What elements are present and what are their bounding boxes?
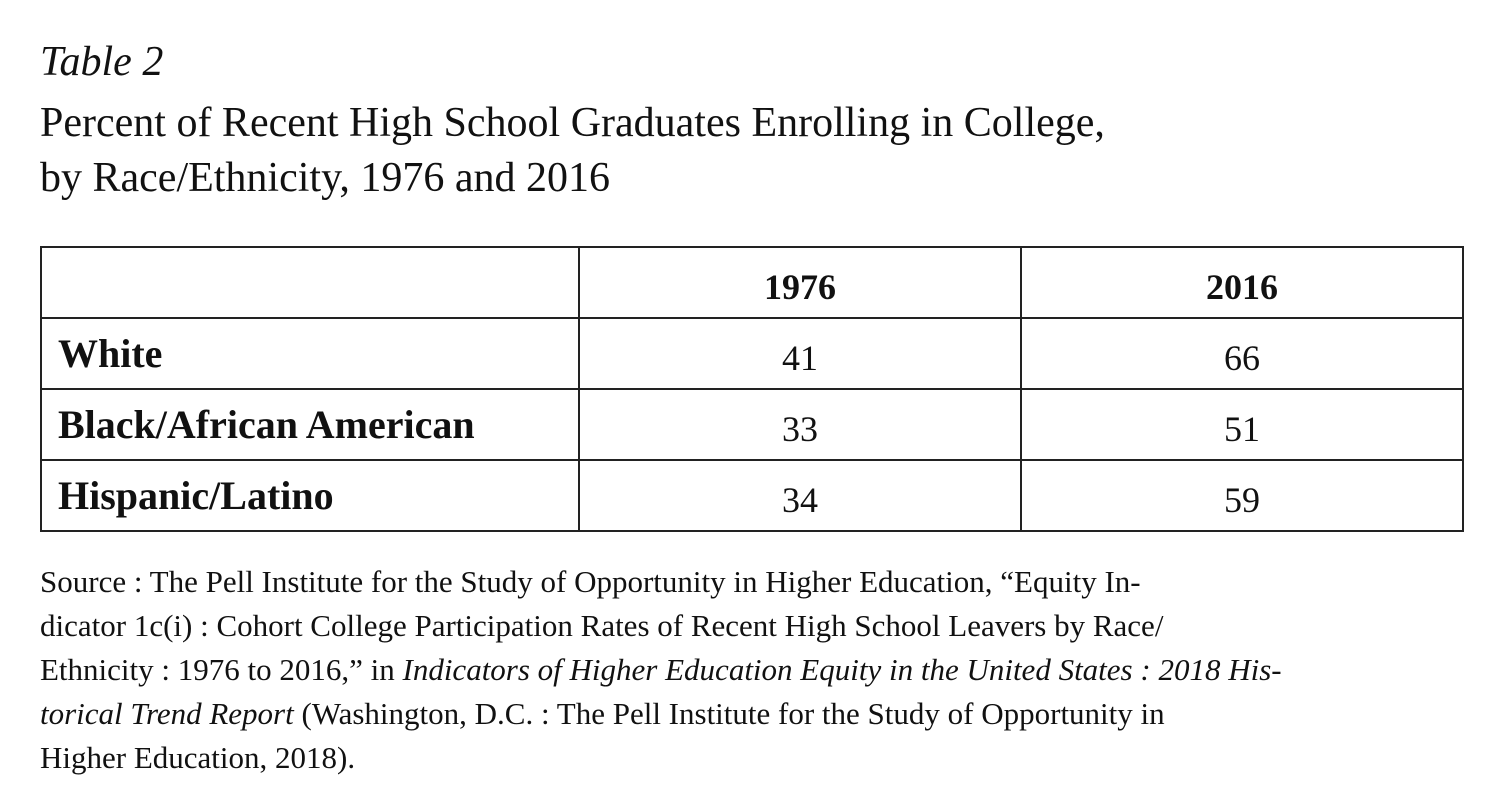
- table-title-line-2: by Race/Ethnicity, 1976 and 2016: [40, 155, 610, 201]
- cell-value: 51: [1021, 389, 1463, 460]
- header-cell-1976: 1976: [579, 247, 1021, 318]
- table-row: [41, 460, 1463, 531]
- source-line-1: Source : The Pell Institute for the Study of Opportunity in Higher Education, “Equity In-: [40, 564, 1141, 599]
- source-note: [40, 560, 1460, 780]
- source-line-4-italic: torical Trend Report: [40, 696, 294, 731]
- source-line-4: [40, 692, 1460, 736]
- source-line-3-text: Ethnicity : 1976 to 2016,” in: [40, 652, 403, 687]
- source-line-4-text: (Washington, D.C. : The Pell Institute for the Study of Opportunity in: [293, 696, 1165, 731]
- source-line-3-italic: Indicators of Higher Education Equity in the United States : 2018 His-: [402, 652, 1282, 687]
- cell-value: 41: [579, 318, 1021, 389]
- source-line-2: dicator 1c(i) : Cohort College Participation Rates of Recent High School Leavers by Race/: [40, 608, 1164, 643]
- row-label: White: [41, 318, 579, 389]
- row-label: Black/African American: [41, 389, 579, 460]
- cell-value: 66: [1021, 318, 1463, 389]
- table-title: [40, 96, 1460, 206]
- table-row: [41, 318, 1463, 389]
- source-line-3: [40, 648, 1460, 692]
- table-row: [41, 389, 1463, 460]
- table-number: Table 2: [40, 39, 164, 85]
- header-cell-2016: 2016: [1021, 247, 1463, 318]
- header-cell-empty: [41, 247, 579, 318]
- table-header-row: [41, 247, 1463, 318]
- cell-value: 34: [579, 460, 1021, 531]
- source-line-5: Higher Education, 2018).: [40, 740, 356, 775]
- table-title-line-1: Percent of Recent High School Graduates Enrolling in College,: [40, 100, 1105, 146]
- cell-value: 33: [579, 389, 1021, 460]
- cell-value: 59: [1021, 460, 1463, 531]
- row-label: Hispanic/Latino: [41, 460, 579, 531]
- data-table: [40, 246, 1464, 532]
